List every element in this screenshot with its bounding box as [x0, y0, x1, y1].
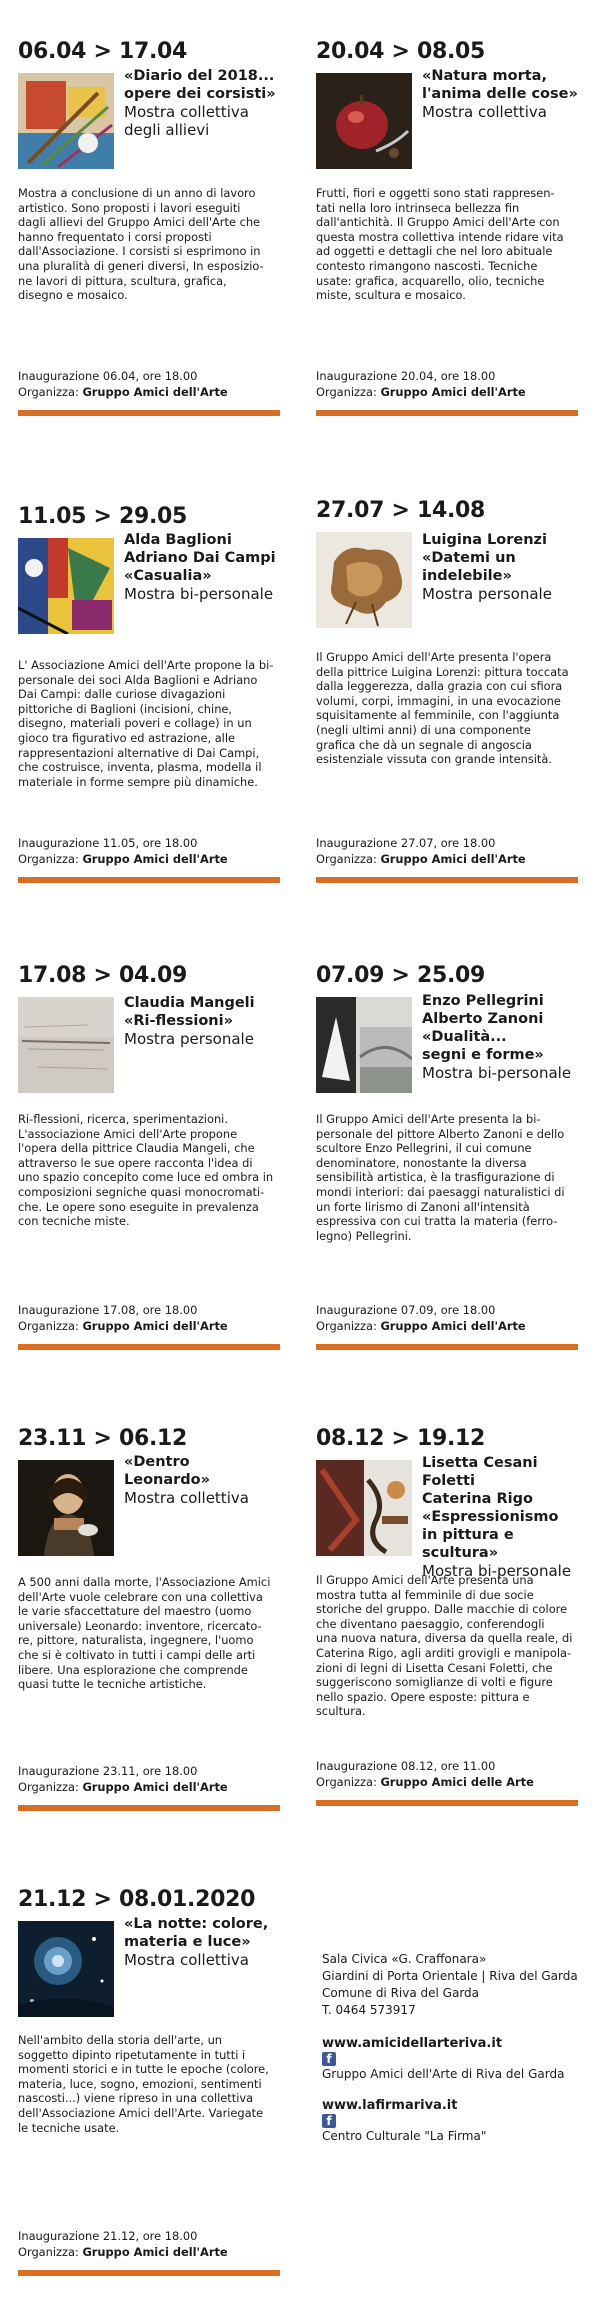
event-type: Mostra collettiva degli allievi	[124, 103, 249, 139]
event-description: Il Gruppo Amici dell'Arte presenta una mostra tutta al femminile di due socie storiche del gruppo. Dalle macchie di colore che diventano paesaggio, conferendogli una nuova natura, diversa da quella reale, di Caterina Rigo, agli arditi grovigli e manipola- zioni di legni di Lisetta Cesani Foletti, che suggeriscono somiglianze di volti e figure nello spazio. Opere esposte: pittura e scultura.	[316, 1573, 573, 1719]
event-heading	[124, 994, 284, 1048]
event-heading	[422, 67, 582, 121]
event-footer	[18, 836, 280, 867]
event-footer	[316, 836, 578, 867]
event-title: Alda Baglioni Adriano Dai Campi «Casualia»	[124, 532, 276, 584]
accent-bar	[316, 410, 578, 416]
event-image	[18, 538, 114, 634]
event-inauguration: Inaugurazione 08.12, ore 11.00	[316, 1759, 496, 1773]
accent-bar	[18, 1344, 280, 1350]
event-inauguration: Inaugurazione 07.09, ore 18.00	[316, 1303, 496, 1317]
event-date: 17.08 > 04.09	[18, 963, 188, 988]
event-organizer: Organizza: Gruppo Amici delle Arte	[316, 1774, 534, 1789]
event-description: L' Associazione Amici dell'Arte propone la bi- personale dei soci Alda Baglioni e Adriano Dai Campi: dalle curiose divagazioni pittoriche di Baglioni (incisioni, chine, disegno, materiali poveri e collage) in un gioco tra figurativo ed astrazione, alle rappresentazioni alternative di Dai Campi, che costruisce, inventa, plasma, modella il materiale in forme sempre più dinamiche.	[18, 658, 274, 789]
event-title: «La notte: colore, materia e luce»	[124, 1916, 269, 1950]
event-type: Mostra personale	[124, 1030, 254, 1048]
facebook-link[interactable]	[322, 2052, 592, 2083]
event-description: Ri-flessioni, ricerca, sperimentazioni. L'associazione Amici dell'Arte propone l'opera della pittrice Claudia Mangeli, che attraverso le sue opere racconta l'idea di uno spazio concepito come luce ed ombra in composizioni segniche quasi monocromati- che. Le opere sono eseguite in prevalenza con tecniche miste.	[18, 1112, 274, 1229]
event-date: 06.04 > 17.04	[18, 39, 188, 64]
facebook-label: Centro Culturale "La Firma"	[322, 2129, 487, 2143]
event-heading	[124, 1453, 284, 1507]
event-date: 20.04 > 08.05	[316, 39, 486, 64]
event-description: Il Gruppo Amici dell'Arte presenta l'opera della pittrice Luigina Lorenzi: pittura toccata dalla leggerezza, dalla grazia con cui sfiora volumi, corpi, immagini, in una evocazione squisitamente al femminile, con l'aggiunta (negli ultimi anni) di una componente grafica che dà un segnale di angoscia esistenziale vissuta con grande intensità.	[316, 650, 569, 767]
event-description: Nell'ambito della storia dell'arte, un soggetto dipinto ripetutamente in tutti i momenti storici e in tutte le epoche (colore, materia, luce, sogno, emozioni, sentimenti nascosti...) viene ripreso in una collettiva dell'Associazione Amici dell'Arte. Variegate le tecniche usate.	[18, 2033, 269, 2135]
accent-bar	[18, 410, 280, 416]
event-organizer: Organizza: Gruppo Amici dell'Arte	[316, 384, 526, 399]
facebook-link[interactable]	[322, 2114, 592, 2145]
event-heading	[422, 992, 582, 1082]
website-link[interactable]: www.amicidellarteriva.it	[322, 2036, 503, 2051]
accent-bar	[18, 877, 280, 883]
venue-info	[322, 1951, 592, 2145]
event-inauguration: Inaugurazione 21.12, ore 18.00	[18, 2229, 198, 2243]
event-organizer: Organizza: Gruppo Amici dell'Arte	[18, 1318, 228, 1333]
event-date: 07.09 > 25.09	[316, 963, 486, 988]
event-date: 21.12 > 08.01.2020	[18, 1887, 256, 1912]
accent-bar	[316, 1800, 578, 1806]
event-type: Mostra bi-personale	[422, 1562, 572, 1580]
event-image	[316, 532, 412, 628]
event-heading	[124, 531, 284, 603]
event-heading	[422, 531, 582, 603]
event-inauguration: Inaugurazione 27.07, ore 18.00	[316, 836, 496, 850]
event-title: Lisetta Cesani Foletti Caterina Rigo «Espressionismo in pittura e scultura»	[422, 1455, 559, 1561]
event-inauguration: Inaugurazione 11.05, ore 18.00	[18, 836, 198, 850]
event-image	[18, 1460, 114, 1556]
event-title: Luigina Lorenzi «Datemi un indelebile»	[422, 532, 547, 584]
event-title: «Diario del 2018... opere dei corsisti»	[124, 68, 276, 102]
event-type: Mostra collettiva	[124, 1489, 249, 1507]
event-inauguration: Inaugurazione 17.08, ore 18.00	[18, 1303, 198, 1317]
event-organizer: Organizza: Gruppo Amici dell'Arte	[18, 2244, 228, 2259]
event-footer	[18, 2229, 280, 2260]
event-footer	[316, 1759, 578, 1790]
event-footer	[316, 369, 578, 400]
event-image	[18, 997, 114, 1093]
venue-phone: T. 0464 573917	[322, 2003, 416, 2017]
event-image	[18, 1921, 114, 2017]
event-organizer: Organizza: Gruppo Amici dell'Arte	[18, 384, 228, 399]
event-image	[316, 73, 412, 169]
event-organizer: Organizza: Gruppo Amici dell'Arte	[316, 1318, 526, 1333]
event-inauguration: Inaugurazione 23.11, ore 18.00	[18, 1764, 198, 1778]
venue-name: Sala Civica «G. Craffonara»	[322, 1952, 487, 1966]
event-title: «Natura morta, l'anima delle cose»	[422, 68, 578, 102]
accent-bar	[18, 2270, 280, 2276]
event-inauguration: Inaugurazione 20.04, ore 18.00	[316, 369, 496, 383]
website-link[interactable]: www.lafirmariva.it	[322, 2098, 458, 2113]
event-type: Mostra collettiva	[422, 103, 547, 121]
event-footer	[18, 1303, 280, 1334]
event-type: Mostra personale	[422, 585, 552, 603]
event-date: 11.05 > 29.05	[18, 504, 188, 529]
event-date: 27.07 > 14.08	[316, 498, 486, 523]
event-type: Mostra bi-personale	[422, 1064, 572, 1082]
event-footer	[18, 1764, 280, 1795]
event-type: Mostra bi-personale	[124, 585, 274, 603]
event-heading	[124, 1915, 284, 1969]
event-footer	[18, 369, 280, 400]
event-title: Claudia Mangeli «Ri-flessioni»	[124, 995, 255, 1029]
event-heading	[124, 67, 284, 139]
event-description: Mostra a conclusione di un anno di lavoro artistico. Sono proposti i lavori eseguiti dagli allievi del Gruppo Amici dell'Arte che hanno frequentato i corsi proposti dall'Associazione. I corsisti si esprimono in una pluralità di generi diversi, In esposizio- ne lavori di pittura, scultura, grafica, disegno e mosaico.	[18, 186, 264, 303]
event-title: Enzo Pellegrini Alberto Zanoni «Dualità... segni e forme»	[422, 993, 544, 1063]
accent-bar	[18, 1805, 280, 1811]
event-organizer: Organizza: Gruppo Amici dell'Arte	[316, 851, 526, 866]
event-footer	[316, 1303, 578, 1334]
event-heading	[422, 1454, 582, 1580]
facebook-icon: f	[322, 2052, 336, 2066]
accent-bar	[316, 877, 578, 883]
event-image	[18, 73, 114, 169]
venue-municipality: Comune di Riva del Garda	[322, 1986, 480, 2000]
event-description: Frutti, fiori e oggetti sono stati rappresen- tati nella loro intrinseca bellezza fin dall'antichità. Il Gruppo Amici dell'Arte con questa mostra collettiva intende ridare vita ad oggetti e dettagli che nel loro abituale contesto rimangono nascosti. Tecniche usate: grafica, acquarello, olio, tecniche miste, scultura e mosaico.	[316, 186, 564, 303]
event-title: «Dentro Leonardo»	[124, 1454, 211, 1488]
event-image	[316, 1460, 412, 1556]
venue-address: Giardini di Porta Orientale | Riva del Garda	[322, 1969, 578, 1983]
event-type: Mostra collettiva	[124, 1951, 249, 1969]
event-organizer: Organizza: Gruppo Amici dell'Arte	[18, 851, 228, 866]
event-date: 08.12 > 19.12	[316, 1426, 486, 1451]
event-description: A 500 anni dalla morte, l'Associazione Amici dell'Arte vuole celebrare con una collettiva le varie sfaccettature del maestro (uomo universale) Leonardo: inventore, ricercato- re, pittore, naturalista, ingegnere, l'uomo che si è coltivato in tutti i campi delle arti libere. Una esplorazione che comprende quasi tutte le tecniche artistiche.	[18, 1575, 271, 1692]
facebook-icon: f	[322, 2114, 336, 2128]
event-image	[316, 997, 412, 1093]
event-inauguration: Inaugurazione 06.04, ore 18.00	[18, 369, 198, 383]
facebook-label: Gruppo Amici dell'Arte di Riva del Garda	[322, 2067, 565, 2081]
event-description: Il Gruppo Amici dell'Arte presenta la bi- personale del pittore Alberto Zanoni e dello scultore Enzo Pellegrini, il cui comune denominatore, nonostante la diversa sensibilità artistica, è la trasfigurazione di mondi interiori: dai paesaggi naturalistici di un forte lirismo di Zanoni all'intensità espressiva con cui tratta la materia (ferro- legno) Pellegrini.	[316, 1112, 565, 1243]
event-date: 23.11 > 06.12	[18, 1426, 188, 1451]
event-organizer: Organizza: Gruppo Amici dell'Arte	[18, 1779, 228, 1794]
accent-bar	[316, 1344, 578, 1350]
